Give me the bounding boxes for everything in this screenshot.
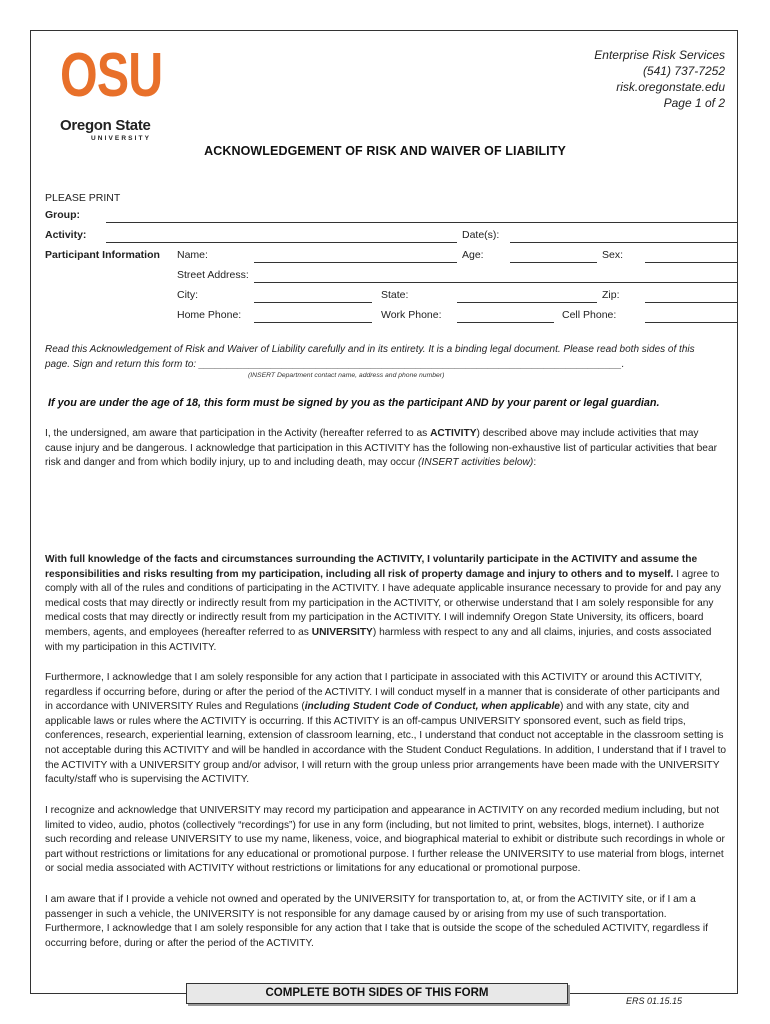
p2-bold-statement: With full knowledge of the facts and circumstances surrounding the ACTIVITY, I voluntarily participate in the ACTIVITY and assume the responsibilities and risks resulting from my participation, including all risk of property damage and injury to others and to myself. — [45, 554, 698, 580]
p2-text-b: I agree to comply with all of the rules and conditions of participating in the ACTIVITY. I have adequate applicable insurance necessary to provide for and pay any medical costs that may directly or indirectly result from my participation in the ACTIVITY, or otherwise understand that I am solely responsible for any medical costs that may directly or indirectly result from my participation in the ACTIVITY. I will indemnify Oregon State University, its officers, board members, agents, and employees (hereafter referred to as — [45, 568, 721, 638]
p1-text-e: : — [533, 457, 537, 469]
p1-text-a: I, the undersigned, am aware that participation in the Activity (hereafter referred to as — [45, 428, 431, 439]
page-title: ACKNOWLEDGEMENT OF RISK AND WAIVER OF LIABILITY — [204, 144, 566, 158]
dates-field[interactable] — [510, 242, 738, 243]
p2-text-d: ) harmless with respect to any and all claims, injuries, and costs associated with my participation in this ACTIVITY. — [45, 626, 712, 653]
p3-text-c: ) and with any state, city and applicable laws or rules where the ACTIVITY is occurring. If this ACTIVITY is an off-campus UNIVERSITY sponsored event, such as field trips, conferences, research, experiential learning, extension of classroom learning, etc., I understand that conduct not acceptable in the classroom setting is not acceptable during this ACTIVITY and will be handled in accordance with the Student Conduct Regulations. In addition, I understand that if I travel to the ACTIVITY with a UNIVERSITY group and/or advisor, I will return with the group unless prior arrangements have been made with the UNIVERSITY faculty/staff who is supervising the ACTIVITY. — [45, 701, 727, 786]
paragraph-3 — [45, 671, 727, 788]
street-address-label: Street Address: — [177, 269, 249, 281]
phone: (541) 737-7252 — [642, 64, 725, 78]
activity-label: Activity: — [45, 229, 87, 241]
instructions-line2: page. Sign and return this form to: ____________________________________________________________________________. — [45, 358, 625, 370]
zip-label: Zip: — [602, 289, 620, 301]
name-label: Name: — [177, 249, 208, 261]
complete-both-sides-banner: COMPLETE BOTH SIDES OF THIS FORM — [186, 983, 568, 1004]
p1-insert-note: (INSERT activities below) — [418, 457, 534, 469]
instructions-line1: Read this Acknowledgement of Risk and Waiver of Liability carefully and in its entirety. It is a binding legal document. Please read both sides of this — [45, 344, 695, 355]
age-warning: If you are under the age of 18, this form must be signed by you as the participant AND by your parent or legal guardian. — [48, 397, 660, 409]
p1-activity-term: ACTIVITY — [430, 428, 477, 439]
paragraph-4: I recognize and acknowledge that UNIVERSITY may record my participation and appearance in ACTIVITY on any recorded medium including, but not limited to video, audio, photos (collectively “recordings”) for use in any form (including, but not limited to print, websites, blogs, internet). I authorize such recording and release UNIVERSITY to use my name, likeness, voice, and biographical material to exhibit or distribute such recordings in whole or part without restrictions or limitations for any educational or promotional purpose. I further release the UNIVERSITY to use material from blogs, internet or social media associated with ACTIVITY without restrictions or limitations for any educational or promotional purpose. — [45, 805, 725, 875]
zip-field[interactable] — [645, 302, 738, 303]
home-phone-field[interactable] — [254, 322, 372, 323]
cell-phone-label: Cell Phone: — [562, 309, 617, 321]
contact-block — [594, 47, 725, 111]
work-phone-field[interactable] — [457, 322, 554, 323]
home-phone-label: Home Phone: — [177, 309, 242, 321]
work-phone-label: Work Phone: — [381, 309, 442, 321]
dates-label: Date(s): — [462, 229, 500, 241]
paragraph-1 — [45, 427, 727, 471]
age-label: Age: — [462, 249, 484, 261]
group-label: Group: — [45, 209, 80, 221]
paragraph-2 — [45, 553, 727, 655]
participant-info-label: Participant Information — [45, 249, 160, 261]
group-field[interactable] — [106, 222, 738, 223]
p3-text-a: Furthermore, I acknowledge that I am solely responsible for any action that I participate in associated with this ACTIVITY or around this ACTIVITY, regardless if occurring before, during or after the period of the ACTIVITY. I will conduct myself in a manner that is considerate of other participants and in accordance with UNIVERSITY Rules and Regulations ( — [45, 672, 720, 713]
street-address-field[interactable] — [254, 282, 738, 283]
osu-logo — [60, 41, 163, 145]
sex-field[interactable] — [645, 262, 738, 263]
activity-field[interactable] — [106, 242, 457, 243]
instructions — [45, 343, 727, 372]
p3-code-of-conduct: including Student Code of Conduct, when applicable — [304, 701, 560, 713]
logo-brand: OSU — [60, 41, 163, 110]
cell-phone-field[interactable] — [645, 322, 738, 323]
city-field[interactable] — [254, 302, 372, 303]
p2-university-term: UNIVERSITY — [311, 626, 373, 638]
paragraph-5: I am aware that if I provide a vehicle not owned and operated by the UNIVERSITY for transportation to, at, or from the ACTIVITY site, or if I am a passenger in such a vehicle, the UNIVERSITY is not responsible for any damage caused by or arising from my use of such transportation. Furthermore, I acknowledge that I am solely responsible for any action that I take that is outside the scope of the scheduled ACTIVITY, regardless if occurring before, during or after the period of the ACTIVITY. — [45, 894, 708, 949]
sex-label: Sex: — [602, 249, 624, 261]
p1-text-c: ) described above may include activities that may cause injury and be dangerous. I acknowledge that participation in this ACTIVITY has the following non-exhaustive list of particular activities that bear risk and danger and from which bodily injury, up to and including death, may occur — [45, 428, 717, 469]
state-label: State: — [381, 289, 409, 301]
form-code: ERS 01.15.15 — [626, 996, 683, 1006]
please-print-label: PLEASE PRINT — [45, 192, 121, 204]
city-label: City: — [177, 289, 198, 301]
logo-sub: UNIVERSITY — [91, 135, 152, 142]
logo-name: Oregon State — [60, 117, 151, 134]
page-number: Page 1 of 2 — [663, 96, 725, 110]
state-field[interactable] — [457, 302, 597, 303]
department: Enterprise Risk Services — [594, 48, 725, 62]
insert-contact-note: (INSERT Department contact name, address and phone number) — [248, 372, 445, 379]
name-field[interactable] — [254, 262, 457, 263]
website: risk.oregonstate.edu — [616, 80, 725, 94]
age-field[interactable] — [510, 262, 597, 263]
